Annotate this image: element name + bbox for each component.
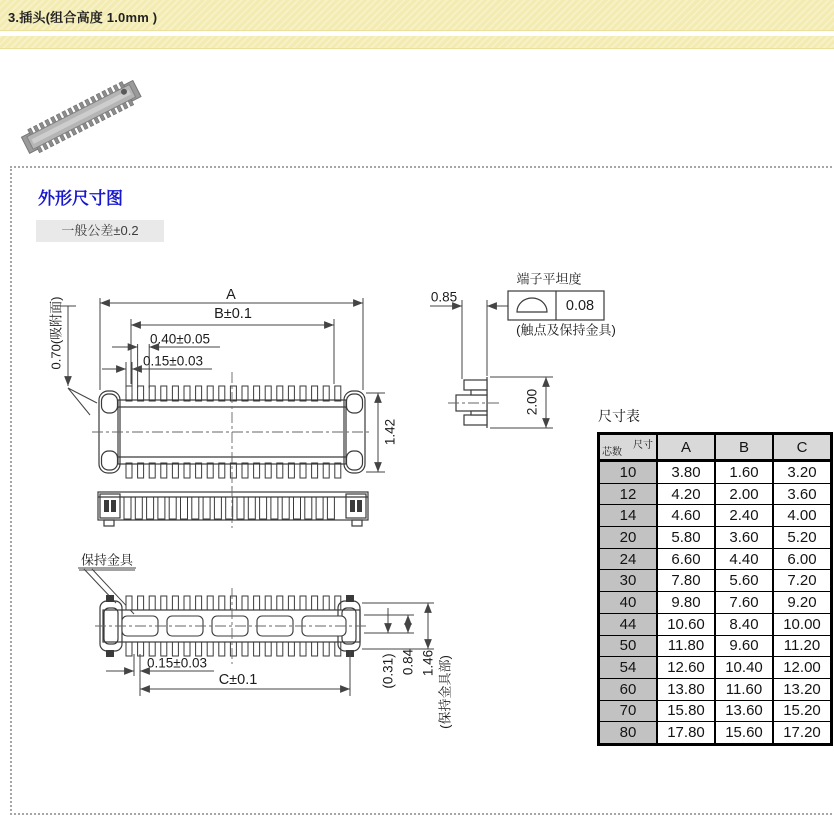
dim-value-cell: 2.00 — [715, 483, 773, 505]
pin-count-cell: 10 — [599, 461, 658, 484]
dim-value-cell: 15.80 — [657, 700, 715, 722]
dim-value-cell: 9.60 — [715, 635, 773, 657]
retainer-fitting-label: 保持金具 — [79, 550, 135, 571]
top-view-drawing — [60, 298, 385, 492]
size-table-title: 尺寸表 — [598, 408, 640, 424]
dim-value-cell: 11.80 — [657, 635, 715, 657]
dim-146-label: 1.46 — [420, 649, 436, 677]
table-corner-cell — [599, 434, 658, 461]
dim-value-cell: 9.20 — [773, 592, 832, 614]
dim-value-cell: 17.20 — [773, 722, 832, 745]
pin-count-cell: 50 — [599, 635, 658, 657]
dim-value-cell: 13.80 — [657, 678, 715, 700]
dim-142-label: 1.42 — [382, 418, 398, 446]
dim-value-cell: 5.60 — [715, 570, 773, 592]
col-header-b: B — [715, 434, 773, 461]
dim-value-cell: 6.00 — [773, 548, 832, 570]
dim-value-cell: 6.60 — [657, 548, 715, 570]
table-row — [599, 483, 832, 505]
dim-value-cell: 4.00 — [773, 505, 832, 527]
retainer-part-label: (保持金具部) — [437, 655, 453, 729]
general-tolerance-chip: 一般公差±0.2 — [36, 220, 164, 242]
corner-label-dim: 尺寸 — [633, 440, 653, 451]
pin-count-cell: 30 — [599, 570, 658, 592]
table-row — [599, 461, 832, 484]
table-row — [599, 700, 832, 722]
section-header-title: 3.插头(组合高度 1.0mm ) — [8, 10, 158, 25]
dim-value-cell: 3.60 — [773, 483, 832, 505]
table-row — [599, 527, 832, 549]
dim-084-label: 0.84 — [400, 648, 416, 676]
dim-value-cell: 7.80 — [657, 570, 715, 592]
dim-b-label: B±0.1 — [214, 306, 252, 322]
dim-value-cell: 17.80 — [657, 722, 715, 745]
pin-count-cell: 60 — [599, 678, 658, 700]
flatness-value-label: 0.08 — [565, 298, 595, 314]
table-row — [599, 592, 832, 614]
size-table-section — [597, 406, 833, 746]
col-header-a: A — [657, 434, 715, 461]
dim-200-label: 2.00 — [524, 388, 540, 416]
pin-count-cell: 44 — [599, 613, 658, 635]
table-row — [599, 505, 832, 527]
pin-count-cell: 12 — [599, 483, 658, 505]
col-header-c: C — [773, 434, 832, 461]
size-table — [597, 432, 833, 746]
dim-value-cell: 15.60 — [715, 722, 773, 745]
pin-count-cell: 14 — [599, 505, 658, 527]
dim-value-cell: 11.60 — [715, 678, 773, 700]
table-row — [599, 678, 832, 700]
dim-value-cell: 7.60 — [715, 592, 773, 614]
dim-value-cell: 12.00 — [773, 657, 832, 679]
dim-suction-face-label: 0.70(吸附面) — [48, 296, 64, 370]
pin-count-cell: 70 — [599, 700, 658, 722]
dim-value-cell: 11.20 — [773, 635, 832, 657]
dim-085-label: 0.85 — [430, 289, 458, 305]
dim-value-cell: 10.60 — [657, 613, 715, 635]
dim-value-cell: 3.20 — [773, 461, 832, 484]
dim-a-label: A — [226, 287, 236, 303]
dim-c-label: C±0.1 — [218, 672, 258, 688]
table-header-row — [599, 434, 832, 461]
table-row — [599, 613, 832, 635]
table-row — [599, 722, 832, 745]
dim-value-cell: 2.40 — [715, 505, 773, 527]
table-row — [599, 548, 832, 570]
dim-value-cell: 10.40 — [715, 657, 773, 679]
dim-value-cell: 3.60 — [715, 527, 773, 549]
dim-value-cell: 9.80 — [657, 592, 715, 614]
pin-count-cell: 24 — [599, 548, 658, 570]
dim-value-cell: 13.60 — [715, 700, 773, 722]
dim-031-label: (0.31) — [380, 653, 396, 689]
dim-value-cell: 7.20 — [773, 570, 832, 592]
pin-count-cell: 80 — [599, 722, 658, 745]
table-row — [599, 570, 832, 592]
dim-value-cell: 3.80 — [657, 461, 715, 484]
flatness-title-label: 端子平坦度 — [516, 271, 582, 287]
pin-count-cell: 20 — [599, 527, 658, 549]
dim-value-cell: 4.60 — [657, 505, 715, 527]
dim-value-cell: 13.20 — [773, 678, 832, 700]
dim-value-cell: 5.20 — [773, 527, 832, 549]
outline-drawing-title: 外形尺寸图 — [38, 189, 123, 208]
pin-count-cell: 54 — [599, 657, 658, 679]
pin-count-cell: 40 — [599, 592, 658, 614]
dim-pitch-label: 0.40±0.05 — [150, 331, 210, 347]
dim-value-cell: 12.60 — [657, 657, 715, 679]
connector-photo — [20, 77, 143, 157]
size-table-body — [599, 461, 832, 745]
dim-pin-width-label: 0.15±0.03 — [143, 353, 203, 369]
dim-pin-bottom-label: 0.15±0.03 — [147, 655, 207, 671]
dim-value-cell: 5.80 — [657, 527, 715, 549]
dim-value-cell: 4.40 — [715, 548, 773, 570]
dim-value-cell: 10.00 — [773, 613, 832, 635]
dim-value-cell: 4.20 — [657, 483, 715, 505]
dim-value-cell: 8.40 — [715, 613, 773, 635]
front-view-drawing — [98, 486, 368, 528]
flatness-note-label: (触点及保持金具) — [516, 322, 616, 338]
corner-label-pins: 芯数 — [602, 447, 622, 458]
table-row — [599, 635, 832, 657]
dim-value-cell: 15.20 — [773, 700, 832, 722]
table-row — [599, 657, 832, 679]
dim-value-cell: 1.60 — [715, 461, 773, 484]
